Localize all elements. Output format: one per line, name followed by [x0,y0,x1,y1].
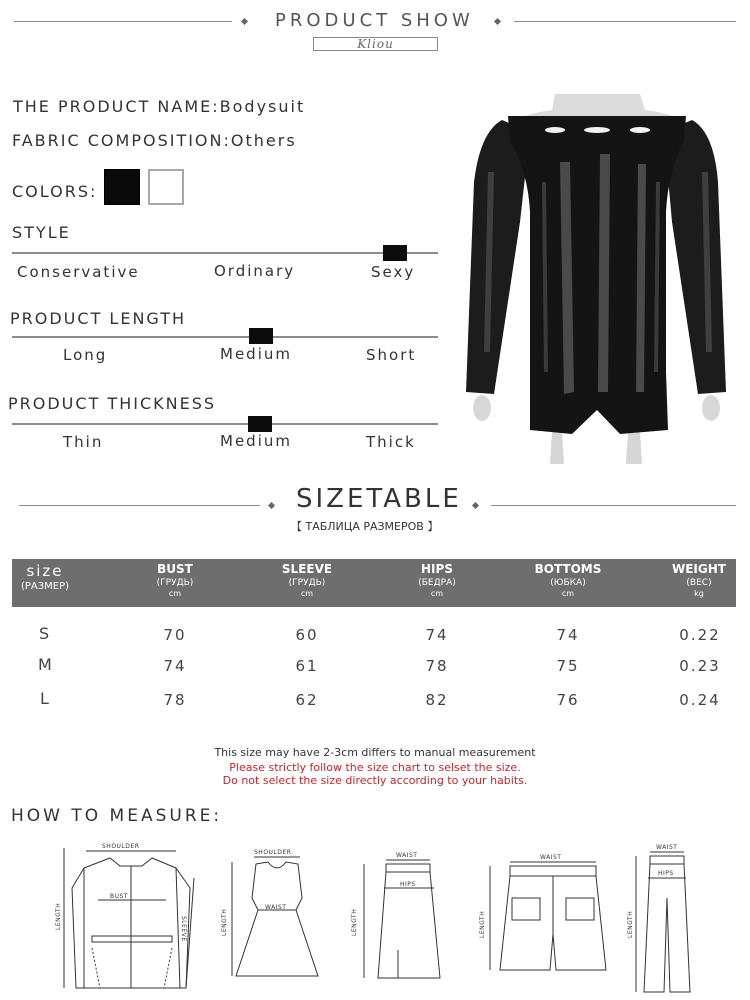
row-l-hips: 82 [425,691,449,709]
style-label-conservative: Conservative [17,263,140,281]
header-sleeve-unit: cm [300,589,314,598]
color-swatch-white[interactable] [148,169,184,205]
dress-shoulder-label: SHOULDER [254,849,292,856]
product-name-value: Bodysuit [219,97,306,116]
style-label-ordinary: Ordinary [214,262,296,280]
row-l-bust: 78 [163,691,187,709]
sizetable-line-right [491,505,736,506]
length-scale-track [12,336,438,338]
row-s-weight: 0.22 [679,626,721,644]
shirt-length-label: LENGTH [55,902,62,930]
style-scale-track [12,252,438,254]
header-weight-name: WEIGHT [672,562,726,576]
header-bust-unit: cm [168,589,182,598]
fabric-label: FABRIC COMPOSITION: [12,131,231,150]
header-weight-ru: (ВЕС) [686,578,712,588]
dress-length-label: LENGTH [221,908,228,936]
header-bust-name: BUST [157,562,193,576]
skirt-diagram [364,860,440,978]
thickness-label-thick: Thick [366,433,416,451]
row-l-weight: 0.24 [679,691,721,709]
length-label-medium: Medium [220,345,292,363]
shirt-diagram [64,848,194,988]
row-m-bottoms: 75 [556,657,580,675]
shirt-sleeve-label: SLEEVE [180,916,187,942]
brand-label: Kliou [313,37,438,51]
bodysuit-image [460,92,735,470]
header-size-label: size [26,562,64,580]
header-diamond-left [241,18,248,25]
row-s-bottoms: 74 [556,626,580,644]
header-line-right [514,21,736,22]
header-sleeve [262,562,352,599]
length-scale-title: PRODUCT LENGTH [10,309,187,328]
shorts-diagram [490,862,606,970]
sizetable-subtitle: 【 ТАБЛИЦА РАЗМЕРОВ 】 [291,520,439,533]
shirt-shoulder-label: SHOULDER [102,843,140,850]
row-s-bust: 70 [163,626,187,644]
row-l-sleeve: 62 [295,691,319,709]
header-sleeve-ru: (ГРУДЬ) [288,578,326,588]
thickness-scale-title: PRODUCT THICKNESS [8,394,216,413]
header-bottoms-ru: (ЮБКА) [550,578,586,588]
sizetable-diamond-left [268,502,275,509]
sizetable-diamond-right [472,502,479,509]
dress-waist-label: WAIST [265,904,287,911]
page-title: PRODUCT SHOW [275,10,474,31]
row-l-bottoms: 76 [556,691,580,709]
header-diamond-right [494,18,501,25]
product-photo [460,92,735,470]
note-habits: Do not select the size directly according to your habits. [222,774,528,787]
header-bottoms [523,562,613,599]
header-sleeve-name: SLEEVE [281,562,333,576]
sizetable-line-left [19,505,260,506]
thickness-scale-track [12,423,438,425]
thickness-label-medium: Medium [220,432,292,450]
header-hips [392,562,482,599]
header-bottoms-unit: cm [561,589,575,598]
header-hips-name: HIPS [421,562,453,576]
pants-length-label: LENGTH [627,910,634,938]
measure-diagrams [0,838,750,998]
header-hips-unit: cm [430,589,444,598]
pants-waist-label: WAIST [656,844,678,851]
note-measurement: This size may have 2-3cm differs to manual measurement [214,746,536,759]
header-weight [660,562,738,599]
length-label-short: Short [366,346,417,364]
skirt-waist-label: WAIST [396,852,418,859]
thickness-label-thin: Thin [63,433,104,451]
pants-hips-label: HIPS [658,870,674,877]
header-line-left [14,21,232,22]
row-m-sleeve: 61 [295,657,319,675]
row-l-size: L [40,689,49,708]
row-m-bust: 74 [163,657,187,675]
row-s-size: S [39,624,50,643]
header-size-ru: (РАЗМЕР) [20,581,70,592]
how-to-measure-title: HOW TO MEASURE: [11,806,223,826]
row-m-size: M [38,655,52,674]
header-bust [130,562,220,599]
length-scale-marker [249,328,273,344]
row-s-sleeve: 60 [295,626,319,644]
sizetable-title: SIZETABLE [296,484,462,514]
header-bottoms-name: BOTTOMS [534,562,602,576]
skirt-hips-label: HIPS [400,881,416,888]
product-name-row [13,97,305,116]
style-label-sexy: Sexy [371,263,416,281]
skirt-length-label: LENGTH [351,908,358,936]
header-bust-ru: (ГРУДЬ) [156,578,194,588]
length-label-long: Long [63,346,108,364]
product-name-label: THE PRODUCT NAME: [13,97,220,116]
note-follow-chart: Please strictly follow the size chart to selset the size. [229,761,521,774]
color-swatch-black[interactable] [104,169,140,205]
shorts-length-label: LENGTH [479,910,486,938]
header-weight-unit: kg [694,589,704,598]
row-s-hips: 74 [425,626,449,644]
colors-label: COLORS: [12,182,98,201]
size-table-header [12,559,736,607]
row-m-weight: 0.23 [679,657,721,675]
shirt-bust-label: BUST [110,893,128,900]
fabric-row [12,131,297,150]
header-hips-ru: (БЕДРА) [418,578,456,588]
thickness-scale-marker [248,416,272,432]
fabric-value: Others [230,131,297,150]
shorts-waist-label: WAIST [540,854,562,861]
row-m-hips: 78 [425,657,449,675]
header-size [12,562,78,594]
style-scale-marker [383,245,407,261]
dress-diagram [232,857,318,976]
style-scale-title: STYLE [12,223,71,242]
